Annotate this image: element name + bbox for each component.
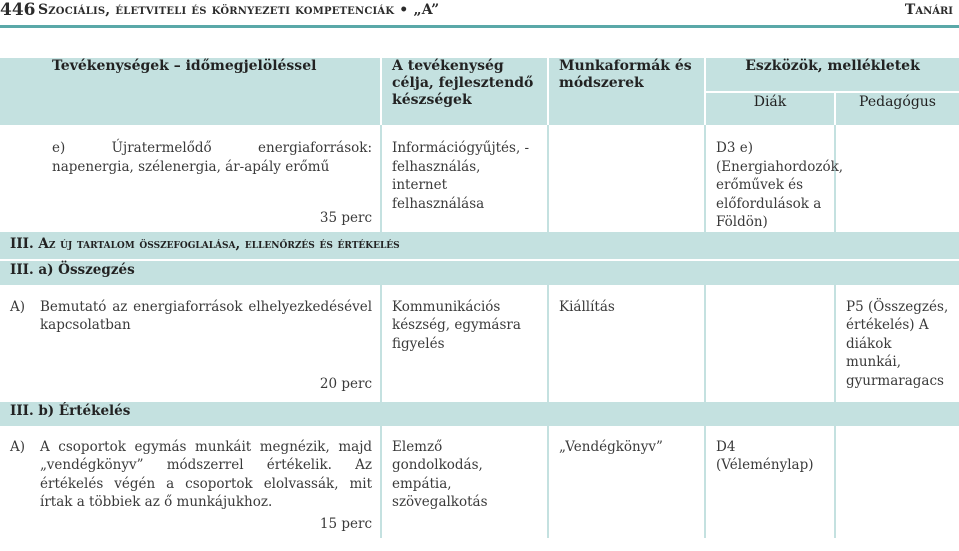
header-rule — [0, 25, 959, 28]
activity-cell — [0, 124, 381, 232]
methods-cell: „Vendégkönyv” — [548, 425, 705, 538]
time-label: 15 perc — [319, 516, 373, 532]
section-heading-row — [0, 232, 959, 260]
subsection-row — [0, 260, 959, 284]
student-tools-cell: D3 e) (Energiahordozók, erőművek és előfordulások a Földön) — [705, 124, 835, 232]
activity-cell — [40, 284, 381, 402]
time-label: 35 perc — [319, 210, 373, 226]
teacher-tools-cell: P5 (Összegzés, értékelés) A diákok munkái, gyurmaragacs — [835, 284, 959, 402]
activity-text: e) Újratermelődő energiaforrások: napenergia, szélenergia, ár-apály erőmű — [52, 140, 373, 175]
goal-cell: Információgyűjtés, -felhasználás, internet felhasználása — [381, 124, 548, 232]
header-teacher: Pedagógus — [835, 92, 959, 124]
teacher-tools-cell — [835, 124, 959, 232]
table-row — [0, 124, 959, 232]
methods-cell — [548, 124, 705, 232]
header-activities: Tevékenységek – időmegjelöléssel — [0, 58, 381, 124]
student-tools-cell — [705, 284, 835, 402]
row-label: A) — [0, 425, 40, 538]
page-header — [0, 0, 959, 22]
header-title: Szociális, életviteli és környezeti kompetenciák • „A” — [38, 2, 440, 18]
row-label: A) — [0, 284, 40, 402]
time-label: 20 perc — [319, 376, 373, 392]
section-heading: III. Az új tartalom összefoglalása, ellenőrzés és értékelés — [0, 232, 959, 260]
subsection-heading: III. a) Összegzés — [0, 260, 959, 284]
header-methods: Munkaformák és módszerek — [548, 58, 705, 124]
header-tools: Eszközök, mellékletek — [705, 58, 959, 92]
activity-text: Bemutató az energiaforrások elhelyezkedésével kapcsolatban — [40, 298, 373, 333]
table-row — [0, 425, 959, 538]
activity-text: A csoportok egymás munkáit megnézik, majd „vendégkönyv” módszerrel értékelik. Az értékelés végén a csoportok elolvassák, mit írtak a többiek az ő munkájukhoz. — [40, 438, 373, 510]
activity-cell — [40, 425, 381, 538]
table-row — [0, 284, 959, 402]
header-goal: A tevékenység célja, fejlesztendő készségek — [381, 58, 548, 124]
student-tools-cell: D4 (Véleménylap) — [705, 425, 835, 538]
methods-cell: Kiállítás — [548, 284, 705, 402]
goal-cell: Elemző gondolkodás, empátia, szövegalkotás — [381, 425, 548, 538]
header-audience-label: Tanári — [904, 2, 953, 18]
page-number: 446 — [0, 0, 36, 20]
lesson-plan-table — [0, 58, 959, 538]
header-student: Diák — [705, 92, 835, 124]
goal-cell: Kommunikációs készség, egymásra figyelés — [381, 284, 548, 402]
subsection-heading: III. b) Értékelés — [0, 402, 959, 425]
teacher-tools-cell — [835, 425, 959, 538]
subsection-row — [0, 402, 959, 425]
